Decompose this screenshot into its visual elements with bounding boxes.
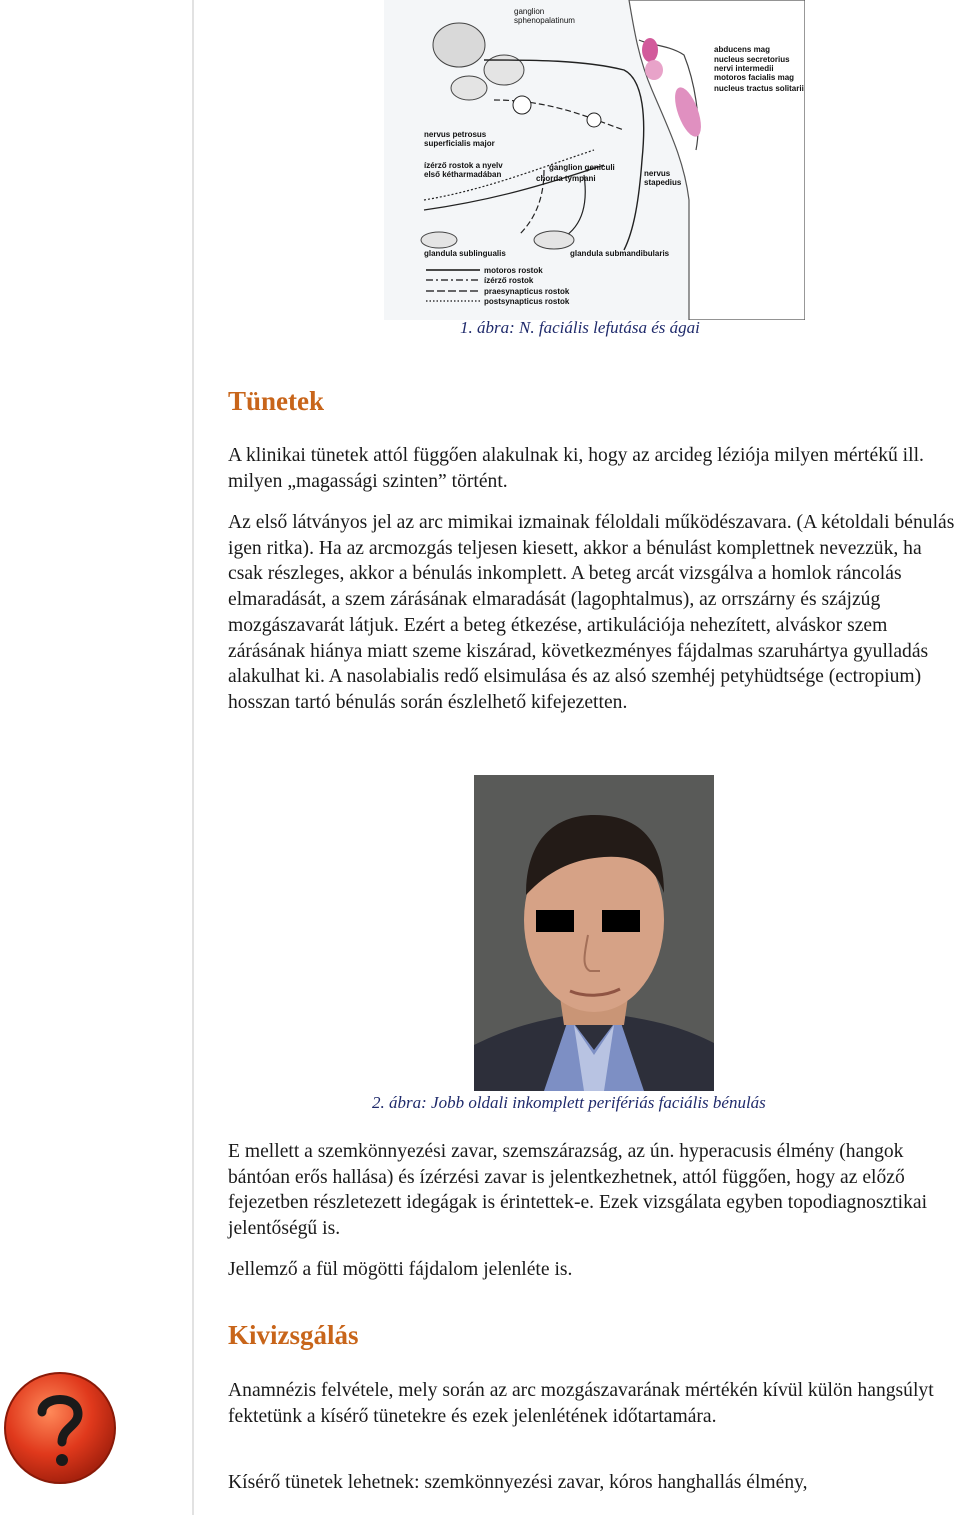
svg-text:abducens mag: abducens mag: [714, 45, 771, 54]
paragraph-text: Kísérő tünetek lehetnek: szemkönnyezési zavar, kóros hanghallás élmény,: [228, 1472, 808, 1493]
svg-text:postsynapticus rostok: postsynapticus rostok: [484, 297, 570, 306]
paragraph-kivizsgalas-2: [228, 1470, 960, 1496]
paragraph-text: Az első látványos jel az arc mimikai izmainak féloldali működészavara. (A kétoldali bénulás igen ritka). Ha az arcmozgás teljesen kiesett, akkor a bénulást komplettnek nevezzük, ha csak részleges, akkor a bénulás inkomplett. A beteg arcát vizsgálva a homlok ráncolás elmaradását, a szem zárásának elmaradását (lagophtalmus), az orrszárny és szájzúg mozgászavarát látjuk. Ezért a beteg étkezése, artikulációja nehezített, alváskor szem zárásának hiánya miatt szeme kiszárad, következményes fájdalmas szaruhártya gyulladás alakulhat ki. A nasolabialis redő elsimulása és az alsó szemhéj petyhüdtsége (ectropium) hosszan tartó bénulás során észlelhető kifejezetten.: [228, 512, 955, 713]
svg-text:nucleus tractus solitarii: nucleus tractus solitarii: [714, 84, 804, 93]
svg-text:nervus petrosus: nervus petrosus: [424, 130, 487, 139]
paragraph-kivizsgalas-1: [228, 1378, 960, 1429]
paragraph-text: Jellemző a fül mögötti fájdalom jelenléte is.: [228, 1259, 573, 1280]
svg-text:chorda tympani: chorda tympani: [536, 174, 596, 183]
heading-tunetek: Tünetek: [228, 386, 325, 416]
svg-text:sphenopalatinum: sphenopalatinum: [514, 16, 575, 25]
svg-text:ganglion geniculi: ganglion geniculi: [549, 163, 615, 172]
svg-text:stapedius: stapedius: [644, 178, 682, 187]
paragraph-text: Anamnézis felvétele, mely során az arc mozgászavarának mértékén kívül külön hangsúlyt fektetünk a kísérő tünetekre és ezek jelenlétének időtartamára.: [228, 1380, 934, 1427]
svg-text:nervus: nervus: [644, 169, 671, 178]
svg-text:nervi intermedii: nervi intermedii: [714, 64, 774, 73]
svg-text:praesynapticus rostok: praesynapticus rostok: [484, 287, 570, 296]
heading-kivizsgalas: Kivizsgálás: [228, 1320, 359, 1350]
paragraph-text: E mellett a szemkönnyezési zavar, szemszárazság, az ún. hyperacusis élmény (hangok bántóan erős hallása) és ízérzési zavar is jelentkezhetnek, attól függően, hogy az előző fejezetben részletezett idegágak is érintettek-e. Ezek vizsgálata egyben topodiagnosztikai jelentőségű is.: [228, 1141, 928, 1240]
svg-text:glandula sublingualis: glandula sublingualis: [424, 249, 506, 258]
paragraph-text: A klinikai tünetek attól függően alakulnak ki, hogy az arcideg léziója milyen mértékű ill. milyen „magassági szinten” történt.: [228, 445, 924, 492]
svg-text:superficialis major: superficialis major: [424, 139, 495, 148]
paragraph-tunetek-4: [228, 1257, 960, 1283]
svg-text:ízérző rostok a nyelv: ízérző rostok a nyelv: [424, 161, 503, 170]
svg-text:ízérző rostok: ízérző rostok: [484, 276, 534, 285]
svg-text:motoros facialis mag: motoros facialis mag: [714, 73, 795, 82]
patient-face-photo: [474, 775, 714, 1091]
question-mark-icon: [0, 1368, 122, 1490]
paragraph-tunetek-1: [228, 443, 960, 494]
figure2-caption: 2. ábra: Jobb oldali inkomplett perifériás faciális bénulás: [372, 1093, 766, 1112]
paragraph-tunetek-2: [228, 510, 960, 716]
paragraph-tunetek-3: [228, 1139, 960, 1242]
svg-text:ganglion: ganglion: [514, 7, 545, 16]
svg-text:nucleus secretorius: nucleus secretorius: [714, 55, 790, 64]
figure1-caption: 1. ábra: N. faciális lefutása és ágai: [460, 318, 700, 337]
svg-text:glandula submandibularis: glandula submandibularis: [570, 249, 670, 258]
facial-nerve-diagram: [384, 0, 805, 320]
svg-text:első kétharmadában: első kétharmadában: [424, 170, 502, 179]
svg-text:motoros rostok: motoros rostok: [484, 266, 543, 275]
margin-rule: [192, 0, 194, 1515]
